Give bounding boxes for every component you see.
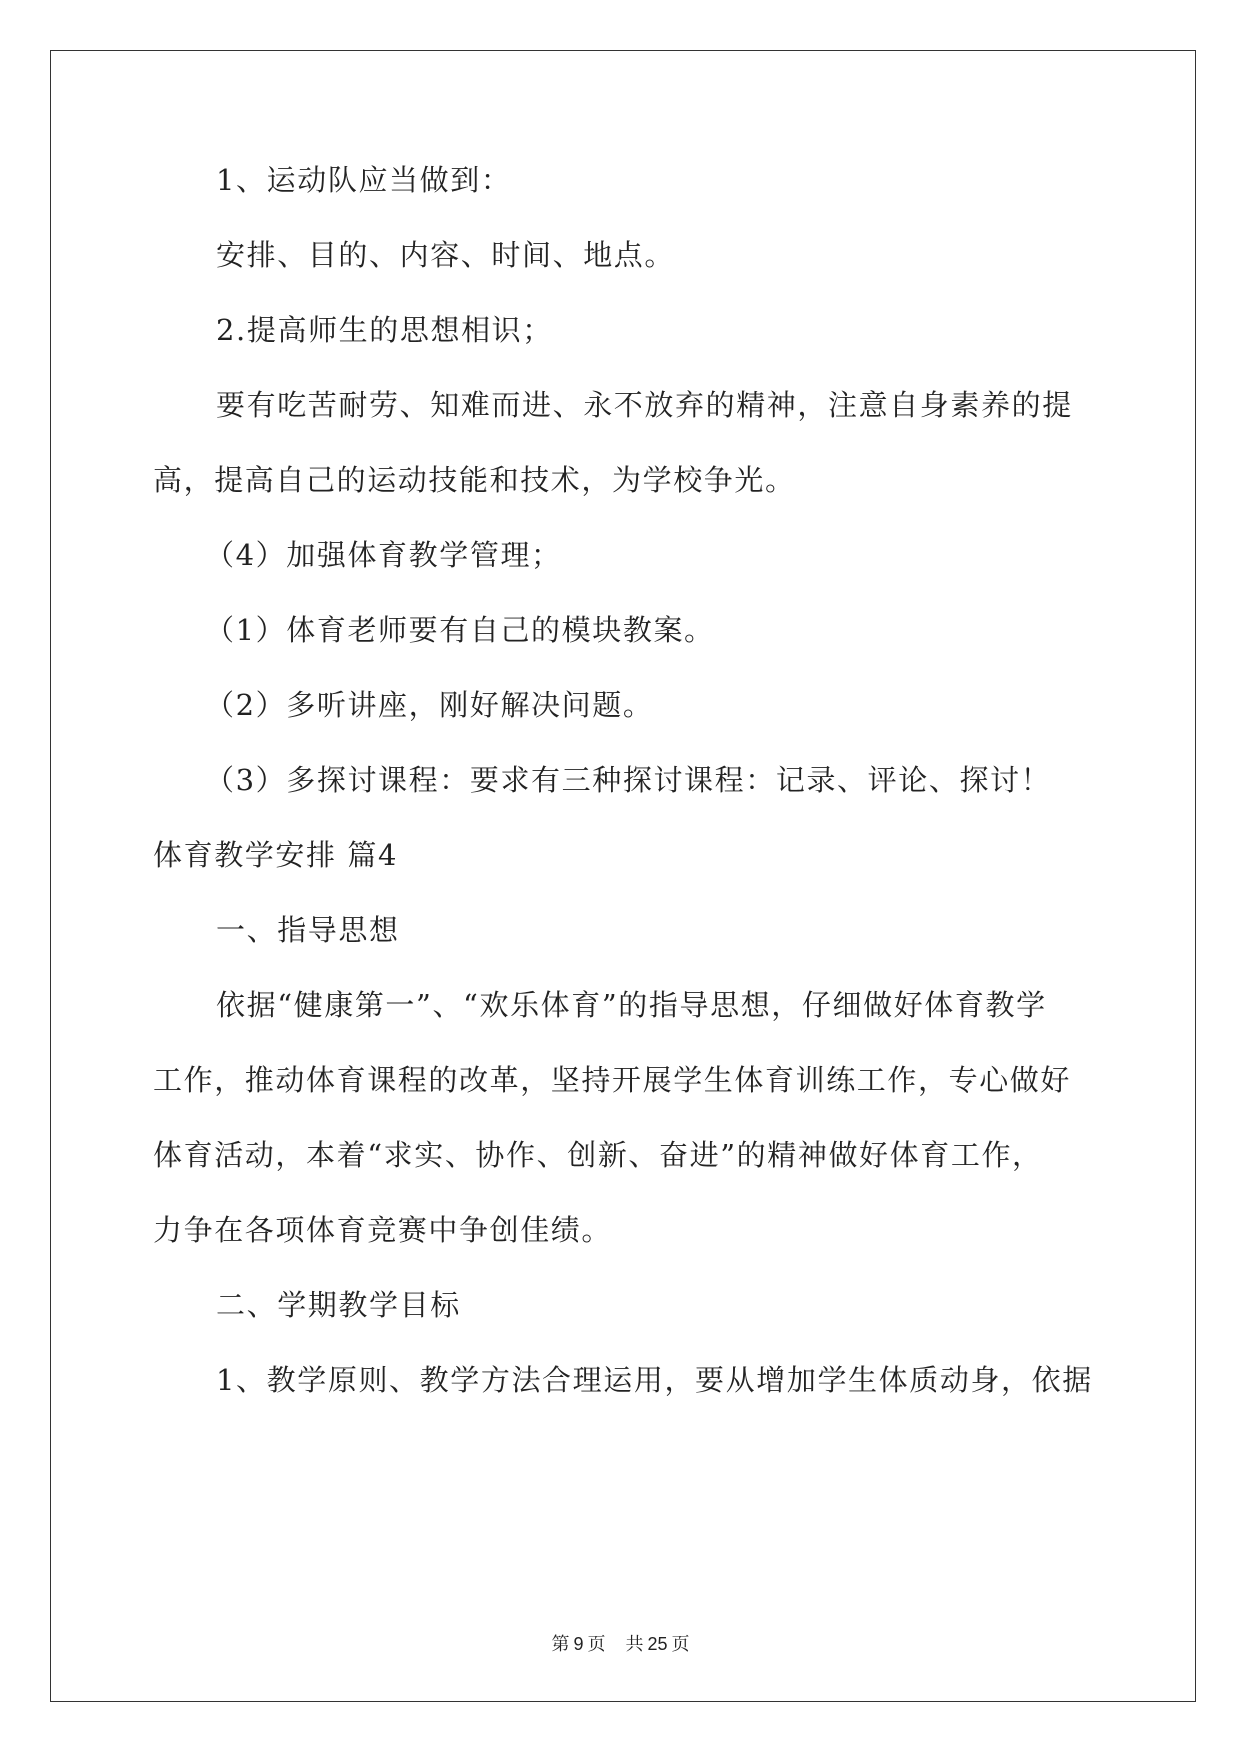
- paragraph-line: 2.提高师生的思想相识；: [216, 313, 553, 347]
- paragraph-line: 1、运动队应当做到：: [216, 163, 512, 197]
- paragraph-line: （4）加强体育教学管理；: [205, 538, 562, 572]
- paragraph-line: 1、教学原则、教学方法合理运用，要从增加学生体质动身，依据: [216, 1363, 1093, 1397]
- paragraph-line: （3）多探讨课程：要求有三种探讨课程：记录、评论、探讨！: [205, 763, 1052, 797]
- paragraph-line: 高，提高自己的运动技能和技术，为学校争光。: [153, 463, 796, 497]
- paragraph-line: 依据“健康第一”、“欢乐体育”的指导思想，仔细做好体育教学: [216, 988, 1047, 1022]
- paragraph-line: 二、学期教学目标: [216, 1288, 461, 1322]
- footer-page-suffix: 页: [587, 1634, 606, 1655]
- paragraph-line: 体育活动，本着“求实、协作、创新、奋进”的精神做好体育工作，: [153, 1138, 1043, 1172]
- footer-total-prefix: 共: [625, 1634, 644, 1655]
- paragraph-line: （1）体育老师要有自己的模块教案。: [205, 613, 715, 647]
- paragraph-line: （2）多听讲座，刚好解决问题。: [205, 688, 654, 722]
- paragraph-line: 力争在各项体育竞赛中争创佳绩。: [153, 1213, 613, 1247]
- page-border: [50, 50, 1196, 1702]
- footer-total-suffix: 页: [671, 1634, 690, 1655]
- page-footer: [0, 1632, 1241, 1657]
- footer-page-number: 9: [573, 1634, 584, 1654]
- footer-page-prefix: 第: [551, 1634, 570, 1655]
- paragraph-line: 安排、目的、内容、时间、地点。: [216, 238, 676, 272]
- paragraph-line: 一、指导思想: [216, 913, 400, 947]
- section-heading: 体育教学安排 篇4: [153, 838, 399, 872]
- paragraph-line: 工作，推动体育课程的改革，坚持开展学生体育训练工作，专心做好: [153, 1063, 1072, 1097]
- paragraph-line: 要有吃苦耐劳、知难而进、永不放弃的精神，注意自身素养的提: [216, 388, 1073, 422]
- footer-total-number: 25: [647, 1634, 668, 1654]
